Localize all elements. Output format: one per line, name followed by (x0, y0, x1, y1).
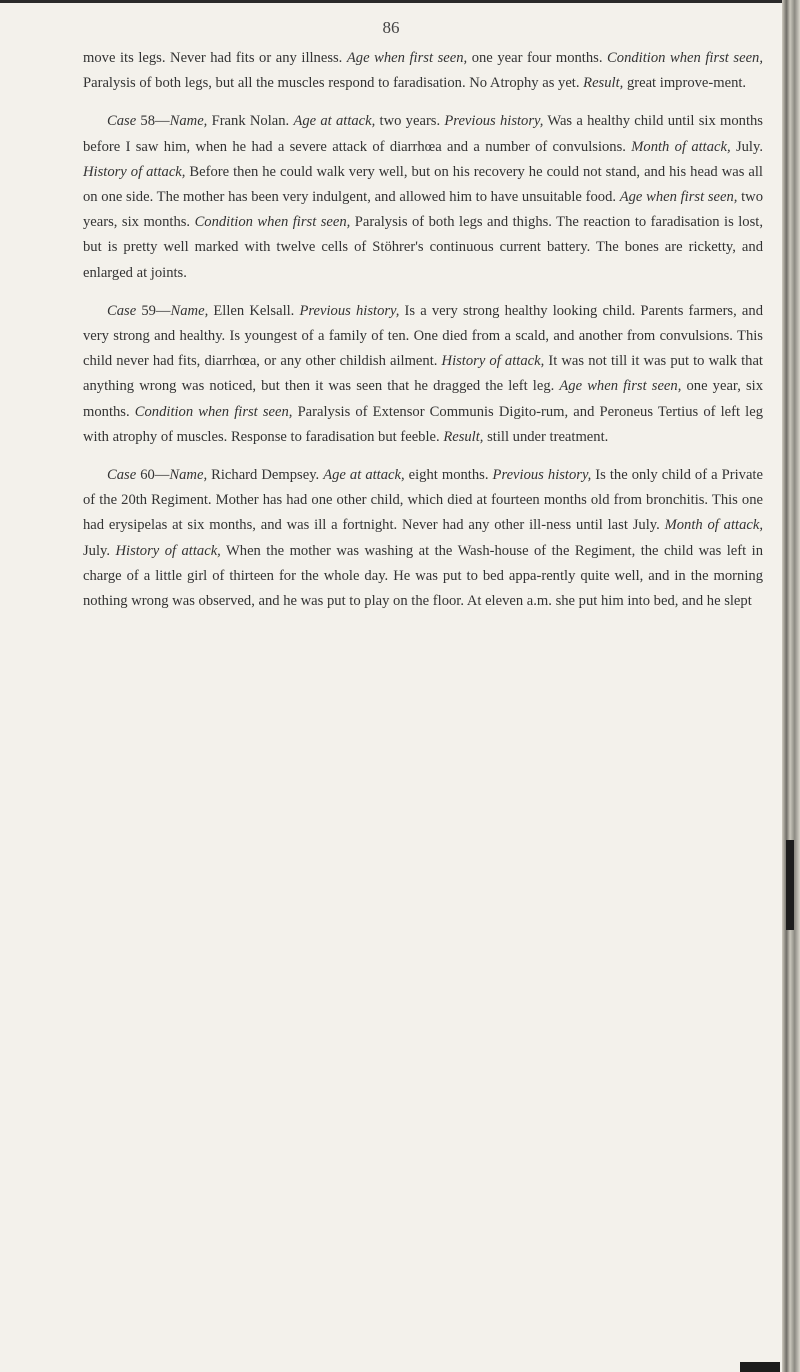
paragraph (83, 46, 763, 96)
italic-heading: History of attack, (441, 353, 545, 370)
italic-heading: Age when first seen, (619, 189, 738, 206)
italic-heading: Result, (443, 428, 484, 445)
italic-heading: Age at attack, (323, 467, 405, 484)
text-run: Is the only child of a Private of the 20th Regiment. Mother has had one other child, which died at fourteen months old from bronchitis. This one had erysipelas at six months, and was ill a fortnight. Never had any other ill-ness until last July. (83, 467, 763, 534)
italic-heading: Condition when first seen, (134, 403, 293, 420)
text-run: Richard Dempsey. (207, 467, 324, 484)
text-run: still under treatment. (483, 428, 609, 445)
text-run: 59— (136, 302, 171, 319)
text-run: Before then he could walk very well, but on his recovery he could not stand, and his head was all on one side. The mother has been very indulgent, and allowed him to have unsuitable food. (83, 163, 763, 206)
text-run: two years. (375, 113, 445, 130)
text-run: one year four months. (467, 50, 608, 66)
paragraph (83, 299, 763, 450)
text-run: Paralysis of Extensor Communis Digito-rum, and Peroneus Tertius of left leg with atrophy of muscles. Response to faradisation but feeble. (83, 403, 764, 445)
top-rule (0, 0, 790, 3)
paragraph (83, 463, 763, 614)
text-run: great improve-ment. (623, 75, 747, 92)
text-run: two years, six months. (83, 189, 764, 231)
body-text (83, 46, 763, 627)
text-run: 60— (136, 467, 170, 484)
italic-heading: History of attack, (83, 163, 186, 180)
italic-heading: Age at attack, (293, 113, 376, 130)
text-run: July. (83, 542, 116, 559)
text-run: It was not till it was put to walk that anything wrong was noticed, but then it was seen that he dragged the left leg. (83, 353, 763, 395)
text-run: Is a very strong healthy looking child. Parents farmers, and very strong and healthy. Is youngest of a family of ten. One died from a scald, and another from convulsions. This child never had fits, diarrhœa, or any other childish ailment. (83, 302, 763, 370)
text-run: Was a healthy child until six months before I saw him, when he had a severe attack of diarrhœa and a number of convulsions. (83, 113, 763, 155)
text-run: When the mother was washing at the Wash-house of the Regiment, the child was left in charge of a little girl of thirteen for the whole day. He was put to bed appa-rently quite well, and in the morning nothing wrong was observed, and he was put to play on the floor. At eleven a.m. she put him into bed, and he slept (83, 542, 763, 610)
text-run: Paralysis of both legs and thighs. The reaction to faradisation is lost, but is pretty well marked with twelve cells of Stöhrer's continuous current battery. The bones are ricketty, and enlarged at joints. (83, 214, 763, 281)
page-number: 86 (382, 18, 400, 37)
italic-heading: Month of attack, (631, 138, 731, 155)
text-run: one year, six months. (83, 378, 763, 420)
italic-heading: Previous history, (492, 467, 592, 484)
italic-heading: Name, (169, 113, 208, 130)
italic-heading: Month of attack, (664, 517, 763, 534)
text-run: July. (730, 138, 763, 155)
text-run: Ellen Kelsall. (208, 302, 300, 319)
italic-heading: Result, (583, 75, 624, 92)
text-run: Paralysis of both legs, but all the muscles respond to faradisation. No Atrophy as yet. (83, 75, 584, 92)
italic-heading: Previous history, (299, 302, 400, 319)
book-spine-edge (782, 0, 800, 1372)
italic-heading: Name, (170, 302, 209, 319)
italic-heading: Age when first seen, (346, 50, 468, 66)
text-run: Frank Nolan. (207, 113, 294, 130)
italic-heading: Name, (169, 467, 208, 484)
italic-heading: Case (107, 467, 137, 484)
paragraph (83, 109, 763, 285)
italic-heading: History of attack, (115, 542, 221, 559)
italic-heading: Condition when first seen, (194, 214, 351, 231)
text-run: 58— (136, 113, 170, 130)
italic-heading: Condition when first seen, (607, 50, 763, 66)
italic-heading: Previous history, (444, 113, 544, 130)
italic-heading: Case (107, 302, 137, 319)
text-run: eight months. (404, 467, 493, 484)
italic-heading: Case (107, 113, 137, 130)
bottom-edge-mark (740, 1362, 780, 1372)
italic-heading: Age when first seen, (559, 378, 682, 395)
spine-shadow (786, 840, 794, 930)
text-run: move its legs. Never had fits or any illness. (83, 50, 347, 66)
